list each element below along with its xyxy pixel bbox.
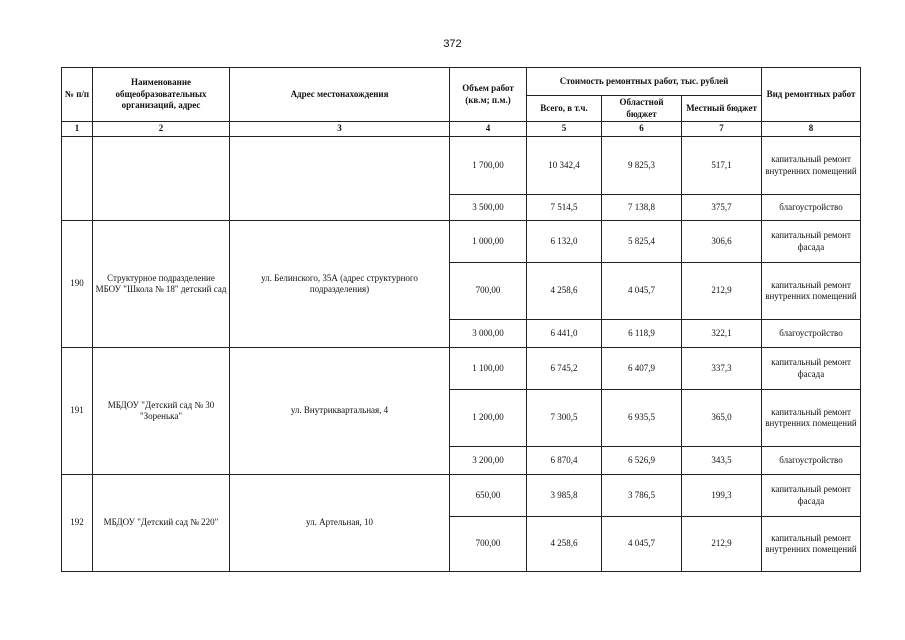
total-cell: 6 441,0 bbox=[527, 320, 602, 348]
regional-cell: 6 935,5 bbox=[602, 390, 682, 447]
volume-cell: 3 200,00 bbox=[450, 447, 527, 475]
total-cell: 4 258,6 bbox=[527, 517, 602, 572]
header-cost-group: Стоимость ремонтных работ, тыс. рублей bbox=[527, 68, 762, 96]
regional-cell: 4 045,7 bbox=[602, 517, 682, 572]
table-row bbox=[62, 137, 861, 195]
column-number: 3 bbox=[230, 122, 450, 137]
header-num: № п/п bbox=[62, 68, 93, 122]
column-number: 7 bbox=[682, 122, 762, 137]
volume-cell: 1 000,00 bbox=[450, 221, 527, 263]
regional-cell: 5 825,4 bbox=[602, 221, 682, 263]
num-cell: 191 bbox=[62, 348, 93, 475]
table-row bbox=[62, 475, 861, 517]
total-cell: 3 985,8 bbox=[527, 475, 602, 517]
volume-cell: 1 200,00 bbox=[450, 390, 527, 447]
total-cell: 6 132,0 bbox=[527, 221, 602, 263]
volume-cell: 650,00 bbox=[450, 475, 527, 517]
name-cell: МБДОУ "Детский сад № 220" bbox=[93, 475, 230, 572]
volume-cell: 3 500,00 bbox=[450, 195, 527, 221]
regional-cell: 6 118,9 bbox=[602, 320, 682, 348]
total-cell: 6 870,4 bbox=[527, 447, 602, 475]
volume-cell: 700,00 bbox=[450, 263, 527, 320]
num-cell: 190 bbox=[62, 221, 93, 348]
work-type-cell: капитальный ремонт фасада bbox=[762, 221, 861, 263]
regional-cell: 4 045,7 bbox=[602, 263, 682, 320]
work-type-cell: капитальный ремонт фасада bbox=[762, 475, 861, 517]
local-cell: 365,0 bbox=[682, 390, 762, 447]
page-number: 372 bbox=[443, 38, 462, 50]
work-type-cell: капитальный ремонт внутренних помещений bbox=[762, 263, 861, 320]
work-type-cell: благоустройство bbox=[762, 320, 861, 348]
address-cell: ул. Белинского, 35А (адрес структурного подразделения) bbox=[230, 221, 450, 348]
work-type-cell: благоустройство bbox=[762, 195, 861, 221]
table-row bbox=[62, 348, 861, 390]
regional-cell: 6 407,9 bbox=[602, 348, 682, 390]
local-cell: 337,3 bbox=[682, 348, 762, 390]
local-cell: 343,5 bbox=[682, 447, 762, 475]
column-number: 4 bbox=[450, 122, 527, 137]
column-number: 2 bbox=[93, 122, 230, 137]
header-work-type: Вид ремонтных работ bbox=[762, 68, 861, 122]
column-number: 5 bbox=[527, 122, 602, 137]
header-name: Наименование общеобразовательных организаций, адрес bbox=[93, 68, 230, 122]
work-type-cell: капитальный ремонт фасада bbox=[762, 348, 861, 390]
total-cell: 4 258,6 bbox=[527, 263, 602, 320]
repair-works-table bbox=[61, 67, 861, 572]
name-cell: МБДОУ "Детский сад № 30 "Зоренька" bbox=[93, 348, 230, 475]
total-cell: 10 342,4 bbox=[527, 137, 602, 195]
name-cell bbox=[93, 137, 230, 221]
name-cell: Структурное подразделение МБОУ "Школа № 18" детский сад bbox=[93, 221, 230, 348]
header-total: Всего, в т.ч. bbox=[527, 96, 602, 122]
column-number: 6 bbox=[602, 122, 682, 137]
header-local: Местный бюджет bbox=[682, 96, 762, 122]
volume-cell: 1 100,00 bbox=[450, 348, 527, 390]
regional-cell: 6 526,9 bbox=[602, 447, 682, 475]
regional-cell: 3 786,5 bbox=[602, 475, 682, 517]
volume-cell: 1 700,00 bbox=[450, 137, 527, 195]
volume-cell: 700,00 bbox=[450, 517, 527, 572]
num-cell: 192 bbox=[62, 475, 93, 572]
total-cell: 7 300,5 bbox=[527, 390, 602, 447]
address-cell bbox=[230, 137, 450, 221]
local-cell: 322,1 bbox=[682, 320, 762, 348]
column-number: 8 bbox=[762, 122, 861, 137]
address-cell: ул. Артельная, 10 bbox=[230, 475, 450, 572]
local-cell: 306,6 bbox=[682, 221, 762, 263]
header-volume: Объем работ (кв.м; п.м.) bbox=[450, 68, 527, 122]
local-cell: 212,9 bbox=[682, 263, 762, 320]
work-type-cell: благоустройство bbox=[762, 447, 861, 475]
total-cell: 6 745,2 bbox=[527, 348, 602, 390]
regional-cell: 9 825,3 bbox=[602, 137, 682, 195]
header-regional: Областной бюджет bbox=[602, 96, 682, 122]
work-type-cell: капитальный ремонт внутренних помещений bbox=[762, 390, 861, 447]
regional-cell: 7 138,8 bbox=[602, 195, 682, 221]
column-number: 1 bbox=[62, 122, 93, 137]
local-cell: 517,1 bbox=[682, 137, 762, 195]
header-address: Адрес местонахождения bbox=[230, 68, 450, 122]
num-cell bbox=[62, 137, 93, 221]
work-type-cell: капитальный ремонт внутренних помещений bbox=[762, 517, 861, 572]
volume-cell: 3 000,00 bbox=[450, 320, 527, 348]
total-cell: 7 514,5 bbox=[527, 195, 602, 221]
work-type-cell: капитальный ремонт внутренних помещений bbox=[762, 137, 861, 195]
address-cell: ул. Внутриквартальная, 4 bbox=[230, 348, 450, 475]
local-cell: 375,7 bbox=[682, 195, 762, 221]
table-row bbox=[62, 221, 861, 263]
local-cell: 199,3 bbox=[682, 475, 762, 517]
local-cell: 212,9 bbox=[682, 517, 762, 572]
column-numbers-row bbox=[62, 122, 861, 137]
